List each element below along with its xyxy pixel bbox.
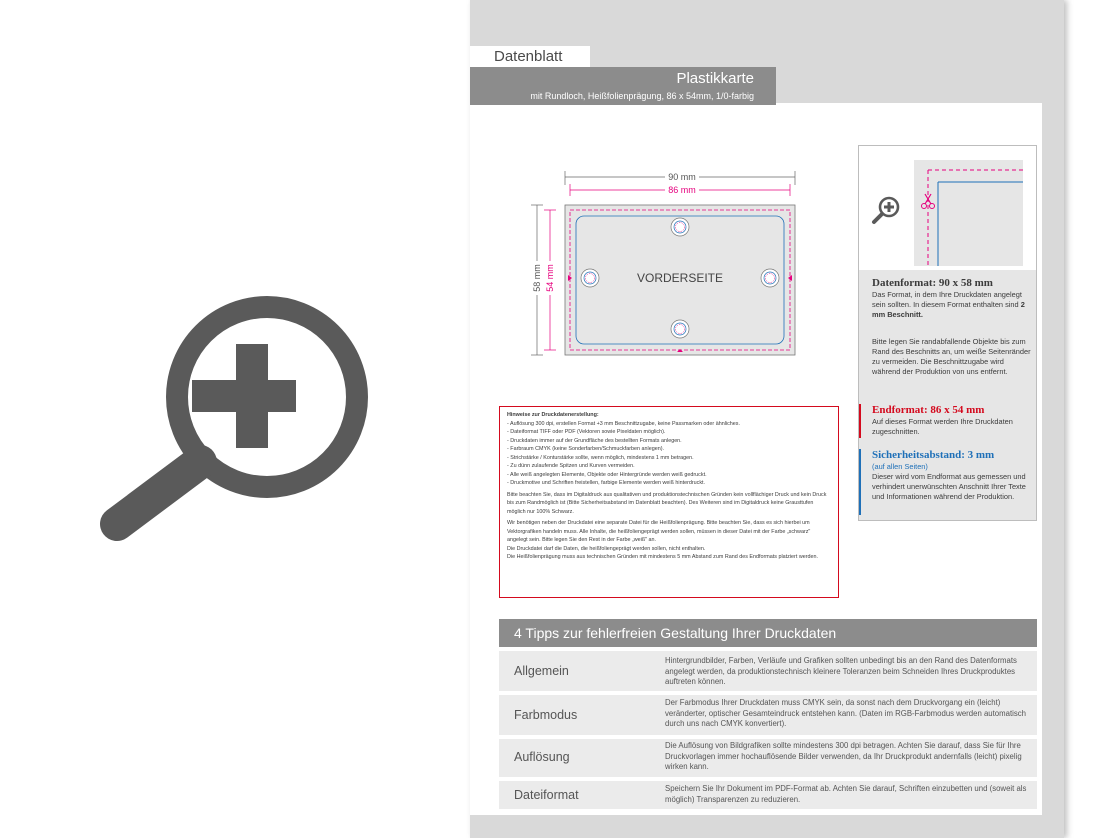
card-side-label: VORDERSEITE [636, 271, 724, 285]
notes-item: - Strichstärke / Konturstärke sollte, wenn möglich, mindestens 1 mm betragen. [507, 454, 694, 461]
tip-row [499, 739, 1037, 777]
card-technical-drawing [525, 165, 805, 360]
data-format-text: Das Format, in dem Ihre Druckdaten angelegt sein sollten. In diesem Format enthalten sind [872, 290, 1022, 309]
tip-label: Allgemein [514, 664, 569, 678]
data-format-section [872, 277, 1032, 320]
end-format-title: Endformat: 86 x 54 mm [872, 404, 985, 416]
zoom-in-icon[interactable] [871, 195, 901, 225]
end-format-section [872, 404, 1032, 437]
corner-detail-preview [914, 160, 1023, 266]
document-label: Datenblatt [470, 46, 590, 67]
notes-paragraph: Die Heißfolienprägung muss aus technischen Gründen mit mindestens 5 mm Abstand zum Rand des Endformats platziert werden. [507, 554, 819, 560]
safety-section [872, 449, 1032, 502]
product-subtitle: mit Rundloch, Heißfolienprägung, 86 x 54mm, 1/0-farbig [530, 91, 754, 101]
inner-width-label: 86 mm [668, 185, 696, 195]
notes-heading: Hinweise zur Druckdatenerstellung: [507, 412, 599, 418]
notes-item: - Zu dünn zulaufende Spitzen und Kurven vermeiden. [507, 463, 635, 469]
zoom-in-icon[interactable] [95, 292, 370, 548]
tip-text: Speichern Sie Ihr Dokument im PDF-Format ab. Achten Sie darauf, Schriften einzubetten und (soweit als möglich) Transparenzen zu reduzieren. [665, 784, 1027, 804]
data-format-title: Datenformat: 90 x 58 mm [872, 277, 993, 289]
format-info-panel [858, 145, 1037, 521]
safety-marker [859, 449, 861, 515]
notes-item: - Auflösung 300 dpi, erstellen Format +3 mm Beschnittzugabe, keine Passmarken oder ähnliches. [507, 420, 740, 427]
tips-heading: 4 Tipps zur fehlerfreien Gestaltung Ihrer Druckdaten [499, 619, 1037, 647]
notes-item: - Dateiformat TIFF oder PDF (Vektoren sowie Pixeldaten möglich). [507, 429, 666, 435]
tip-row [499, 781, 1037, 809]
bleed-note: Bitte legen Sie randabfallende Objekte bis zum Rand des Beschnitts an, um weiße Seitenränder zu vermeiden. Die Beschnittzugabe wird während der Produktion von uns entfernt. [872, 337, 1031, 376]
tip-text: Der Farbmodus Ihrer Druckdaten muss CMYK sein, da sonst nach dem Druckvorgang ein (leicht) veränderter, optischer Gesamteindruck entstehen kann. (Daten im RGB-Farbmodus werden automatisch durch uns nach CMYK konvertiert). [665, 698, 1026, 728]
sheet-right-band [1042, 103, 1064, 815]
zoom-preview[interactable] [859, 146, 1036, 270]
safety-subtitle: (auf allen Seiten) [872, 462, 928, 471]
notes-item: - Alle weiß angelegten Elemente, Objekte oder Hintergründe werden weiß gedruckt. [507, 471, 707, 478]
outer-height-label: 58 mm [532, 264, 542, 292]
print-notes-box [499, 406, 839, 598]
tip-label: Farbmodus [514, 708, 578, 722]
safety-title: Sicherheitsabstand: 3 mm [872, 449, 995, 461]
tip-text: Die Auflösung von Bildgrafiken sollte mindestens 300 dpi betragen. Achten Sie darauf, dass Sie für Ihre Druckvorlagen immer hochauflösende Bilder verwenden, da Ihr Druckprodukt andernfalls (leicht) pixelig wirken kann. [665, 741, 1022, 771]
product-title: Plastikkarte [676, 70, 754, 87]
tip-row [499, 695, 1037, 735]
notes-item: - Druckdaten immer auf der Grundfläche des bestellten Formats anlegen. [507, 437, 682, 444]
safety-text: Dieser wird vom Endformat aus gemessen und verhindert unerwünschten Anschnitt Ihrer Texte und Informationen während der Produktion. [872, 472, 1026, 501]
tip-label: Auflösung [514, 750, 570, 764]
outer-width-label: 90 mm [668, 172, 696, 182]
title-bar [470, 67, 776, 105]
notes-item: - Druckmotive und Schriften freistellen, farbige Elemente werden weiß hinterdruckt. [507, 480, 706, 486]
end-format-text: Auf dieses Format werden Ihre Druckdaten zugeschnitten. [872, 417, 1013, 436]
sheet-footer-band [470, 815, 1064, 838]
notes-item: - Farbraum CMYK (keine Sonderfarben/Schmuckfarben anlegen). [507, 446, 665, 452]
tip-row [499, 651, 1037, 691]
notes-paragraph: Bitte beachten Sie, dass im Digitaldruck aus qualitativen und produktionstechnischen Gründen kein vollflächiger Druck und kein Druck bis zum Randmöglich ist (Bitte Sicherheitsabstand im Datenblatt beachten). Des Weiteren sind im Digitaldruck keine Grausttufen möglich nur 100% Schwarz. [507, 491, 827, 515]
tip-label: Dateiformat [514, 788, 579, 802]
notes-paragraph: Wir benötigen neben der Druckdatei eine separate Datei für die Heißfolienprägung. Bitte beachten Sie, dass es sich hierbei um Vektorgrafiken handeln muss. Alle Inhalte, die heißfoliengeprägt werden sollen, müssen in dieser Datei mit der Farbe „schwarz" angelegt sein. Bitte legen Sie den Rest in der Farbe „weiß" an. [507, 520, 811, 543]
inner-height-label: 54 mm [545, 264, 555, 292]
datasheet-page [470, 0, 1064, 838]
tip-text: Hintergrundbilder, Farben, Verläufe und Grafiken sollten unbedingt bis an den Rand des Datenformats angelegt werden, da produktionstechnisch kleinere Toleranzen beim Schneiden Ihres Druckproduktes auftreten können. [665, 656, 1017, 686]
end-format-marker [859, 404, 861, 438]
data-format-bold: 2 mm Beschnitt. [872, 300, 1025, 319]
notes-paragraph: Die Druckdatei darf die Daten, die heißfoliengeprägt werden sollen, nicht enthalten. [507, 545, 706, 552]
